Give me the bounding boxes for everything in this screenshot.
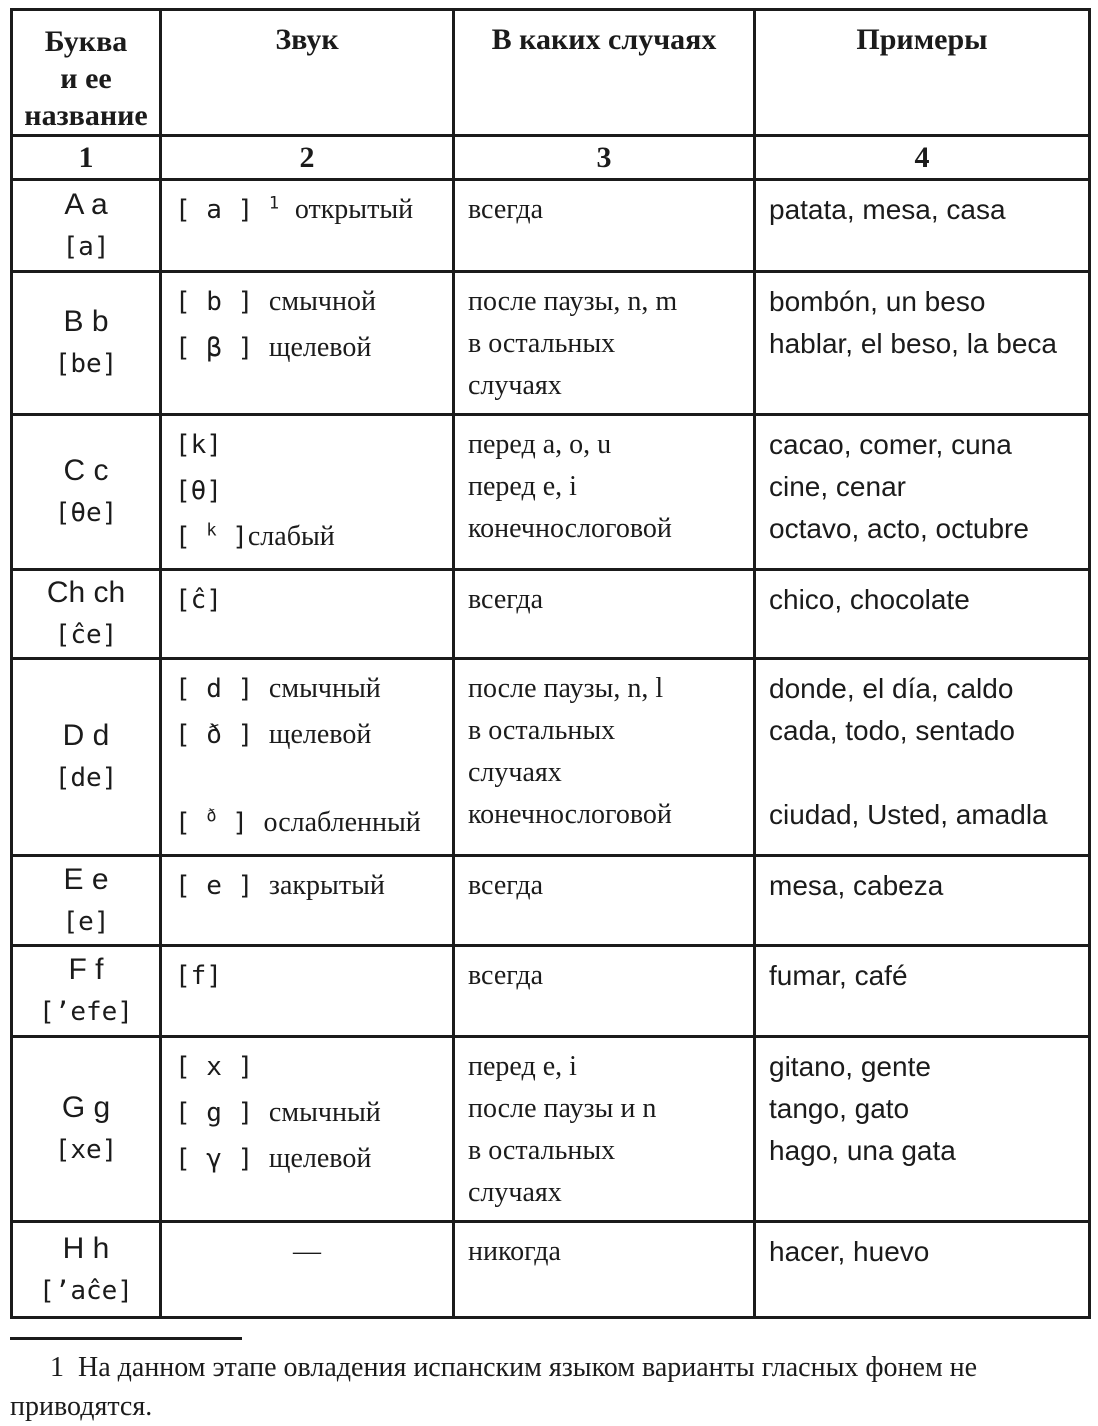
case-line: случаях — [468, 370, 562, 401]
example-line: patata, mesa, casa — [769, 194, 1006, 225]
letter-label: Ch ch — [46, 576, 126, 609]
sound-line — [175, 1046, 446, 1092]
case-line: конечнослоговой — [468, 799, 672, 830]
table-row-g — [12, 1037, 1090, 1222]
examples-cell — [755, 856, 1090, 946]
letter-cell — [12, 570, 161, 659]
footnote-rule — [10, 1337, 242, 1340]
phonetic-symbol: [ γ ] — [175, 1144, 269, 1174]
example-line: donde, el día, caldo — [769, 673, 1014, 704]
superscript-mark: 1 — [268, 193, 280, 214]
phonetic-symbol: [ĉ] — [175, 585, 222, 615]
letter-label: D d — [62, 719, 110, 752]
footnote-text — [10, 1348, 1088, 1426]
letter-name: [de] — [54, 763, 118, 793]
example-line: cine, cenar — [769, 471, 906, 502]
sound-line — [175, 579, 446, 625]
table-row-h — [12, 1222, 1090, 1318]
symbol-text: ] — [216, 522, 248, 552]
column-number-4: 4 — [755, 136, 1090, 180]
phonetic-symbol: [ ð ] — [175, 720, 269, 750]
column-number-row — [12, 136, 1090, 180]
letter-name: [a] — [62, 231, 110, 262]
phonetic-symbol: [ g ] — [175, 1098, 269, 1128]
phonetic-symbol — [175, 522, 248, 552]
letter-name: [’efe] — [39, 997, 133, 1027]
case-line: всегда — [468, 194, 544, 225]
sound-cell — [161, 659, 454, 856]
letter-name: [xe] — [54, 1135, 118, 1165]
sound-line — [175, 714, 446, 760]
empty-line — [769, 752, 1082, 794]
phonetic-symbol: [ b ] — [175, 287, 269, 317]
case-line: перед e, i — [468, 1051, 577, 1082]
header-sound: Звук — [161, 10, 454, 136]
case-line: случаях — [468, 757, 562, 788]
examples-cell — [755, 272, 1090, 415]
letter-cell — [12, 659, 161, 856]
letter-label: A a — [64, 187, 108, 221]
header-cases: В каких случаях — [454, 10, 755, 136]
example-line: hacer, huevo — [769, 1236, 930, 1267]
case-line: перед a, o, u — [468, 429, 612, 460]
letter-cell — [12, 415, 161, 570]
phonetic-symbol: [k] — [175, 430, 222, 460]
sound-cell — [161, 946, 454, 1037]
example-line: chico, chocolate — [769, 584, 970, 615]
sound-line — [175, 802, 446, 848]
sound-cell — [161, 1037, 454, 1222]
header-letter — [12, 10, 161, 136]
table-row-e — [12, 856, 1090, 946]
symbol-text — [279, 195, 295, 225]
case-line: в остальных — [468, 328, 616, 359]
header-letter-line2: и ее — [60, 62, 112, 95]
letter-label: B b — [63, 305, 109, 338]
no-sound-dash: — — [293, 1236, 321, 1267]
cases-cell — [454, 1222, 755, 1318]
column-number-2: 2 — [161, 136, 454, 180]
sound-line — [175, 424, 446, 470]
footnote-marker: 1 — [50, 1352, 64, 1383]
cases-cell — [454, 946, 755, 1037]
cases-cell — [454, 272, 755, 415]
table-row-b — [12, 272, 1090, 415]
phonetic-symbol — [175, 195, 295, 225]
letter-name: [e] — [62, 906, 110, 937]
table-row-d — [12, 659, 1090, 856]
letter-label: G g — [61, 1091, 111, 1124]
header-letter-line3: название — [24, 99, 148, 132]
letter-name: [be] — [54, 349, 118, 379]
sound-label: открытый — [294, 194, 414, 225]
superscript-mark: ð — [206, 806, 217, 827]
examples-cell — [755, 659, 1090, 856]
sound-label: щелевой — [268, 332, 372, 363]
case-line: после паузы, n, l — [468, 673, 664, 704]
phonetic-symbol: [ β ] — [175, 333, 269, 363]
column-number-1: 1 — [12, 136, 161, 180]
sound-line — [175, 1138, 446, 1184]
letter-label: C c — [63, 454, 109, 487]
sound-line — [175, 1092, 446, 1138]
sound-line — [175, 668, 446, 714]
sound-label: щелевой — [268, 1143, 372, 1174]
phonetic-symbol: [f] — [175, 961, 222, 991]
sound-cell — [161, 272, 454, 415]
examples-cell — [755, 570, 1090, 659]
example-line: bombón, un beso — [769, 286, 986, 317]
sound-line — [175, 189, 446, 235]
case-line: конечнослоговой — [468, 513, 672, 544]
cases-cell — [454, 1037, 755, 1222]
sound-cell — [161, 570, 454, 659]
sound-line — [175, 327, 446, 373]
sound-label: смычный — [268, 673, 381, 704]
examples-cell — [755, 180, 1090, 272]
phonetic-symbol: [ d ] — [175, 674, 269, 704]
letter-name: [θe] — [54, 498, 118, 528]
example-line: cada, todo, sentado — [769, 715, 1015, 746]
phonetic-symbol: [ e ] — [175, 871, 269, 901]
symbol-text: [ — [175, 522, 207, 552]
example-line: ciudad, Usted, amadla — [769, 799, 1048, 830]
letter-name: [ĉe] — [54, 620, 118, 650]
sound-cell — [161, 856, 454, 946]
case-line: после паузы, n, m — [468, 286, 678, 317]
letter-label: H h — [62, 1231, 110, 1265]
sound-cell — [161, 1222, 454, 1318]
examples-cell — [755, 415, 1090, 570]
column-number-3: 3 — [454, 136, 755, 180]
sound-line — [175, 281, 446, 327]
letter-cell — [12, 856, 161, 946]
sound-label: смычный — [268, 1097, 381, 1128]
superscript-mark: k — [206, 520, 217, 541]
symbol-text: [ — [175, 808, 207, 838]
letter-cell — [12, 272, 161, 415]
letter-name: [’aĉe] — [39, 1275, 133, 1306]
letter-label: F f — [68, 953, 104, 986]
sound-cell — [161, 415, 454, 570]
sound-line — [175, 865, 446, 911]
cases-cell — [454, 415, 755, 570]
case-line: случаях — [468, 1177, 562, 1208]
footnote-body: На данном этапе овладения испанским языком варианты гласных фонем не приводятся. — [10, 1352, 978, 1422]
letter-cell — [12, 1222, 161, 1318]
case-line: в остальных — [468, 715, 616, 746]
example-line: mesa, cabeza — [769, 870, 944, 901]
letter-label: E e — [63, 862, 109, 896]
letter-cell — [12, 1037, 161, 1222]
sound-line — [175, 516, 446, 562]
pronunciation-table — [10, 8, 1091, 1319]
cases-cell — [454, 659, 755, 856]
example-line: fumar, café — [769, 960, 908, 991]
symbol-text: [ a ] — [175, 195, 269, 225]
symbol-text: ] — [216, 808, 264, 838]
letter-cell — [12, 946, 161, 1037]
case-line: никогда — [468, 1236, 561, 1267]
cases-cell — [454, 856, 755, 946]
sound-label: смычной — [268, 286, 376, 317]
sound-line — [175, 470, 446, 516]
case-line: всегда — [468, 960, 544, 991]
example-line: tango, gato — [769, 1093, 910, 1124]
sound-label: закрытый — [268, 870, 385, 901]
table-row-c — [12, 415, 1090, 570]
sound-label: ослабленный — [263, 807, 421, 838]
examples-cell — [755, 946, 1090, 1037]
header-letter-line1: Буква — [44, 25, 128, 58]
case-line: после паузы и n — [468, 1093, 657, 1124]
case-line: всегда — [468, 584, 544, 615]
table-header-row — [12, 10, 1090, 136]
empty-line — [175, 760, 446, 802]
example-line: hablar, el beso, la beca — [769, 328, 1057, 359]
sound-line — [175, 955, 446, 1001]
table-row-ch — [12, 570, 1090, 659]
examples-cell — [755, 1222, 1090, 1318]
footnote — [10, 1337, 1088, 1426]
case-line: в остальных — [468, 1135, 616, 1166]
example-line: cacao, comer, cuna — [769, 429, 1012, 460]
phonetic-symbol — [175, 808, 264, 838]
sound-cell — [161, 180, 454, 272]
example-line: hago, una gata — [769, 1135, 956, 1166]
examples-cell — [755, 1037, 1090, 1222]
example-line: octavo, acto, octubre — [769, 513, 1029, 544]
example-line: gitano, gente — [769, 1051, 931, 1082]
phonetic-symbol: [ x ] — [175, 1052, 254, 1082]
table-row-f — [12, 946, 1090, 1037]
header-examples: Примеры — [755, 10, 1090, 136]
phonetic-symbol: [θ] — [175, 476, 222, 506]
case-line: перед e, i — [468, 471, 577, 502]
letter-cell — [12, 180, 161, 272]
sound-label: щелевой — [268, 719, 372, 750]
cases-cell — [454, 570, 755, 659]
case-line: всегда — [468, 870, 544, 901]
cases-cell — [454, 180, 755, 272]
sound-label: слабый — [247, 521, 335, 552]
table-row-a — [12, 180, 1090, 272]
